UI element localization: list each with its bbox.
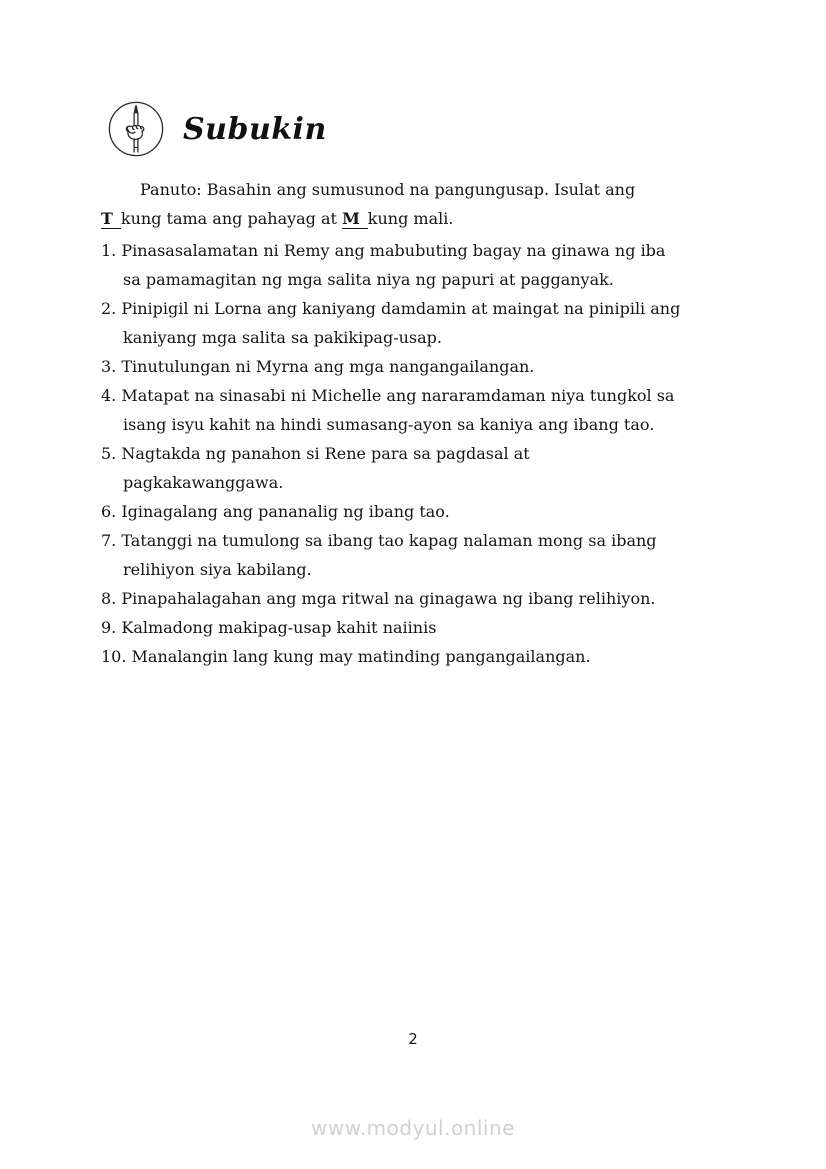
question-text: Kalmadong makipag-usap kahit naiinis <box>121 618 437 637</box>
question-number: 10. <box>101 647 127 666</box>
question-text: Tatanggi na tumulong sa ibang tao kapag nalaman mong sa ibang relihiyon siya kabilang. <box>121 531 657 579</box>
question-number: 1. <box>101 241 117 260</box>
question-item-2 <box>101 294 681 352</box>
question-item-5 <box>101 439 681 497</box>
hand-holding-pencil-icon <box>107 100 165 158</box>
instructions <box>101 175 681 233</box>
question-text: Pinasasalamatan ni Remy ang mabubuting bagay na ginawa ng iba sa pamamagitan ng mga salita niya ng papuri at pagganyak. <box>121 241 666 289</box>
question-item-1 <box>101 236 681 294</box>
question-item-9 <box>101 613 681 642</box>
question-number: 3. <box>101 357 117 376</box>
question-text: Pinapahalagahan ang mga ritwal na ginagawa ng ibang relihiyon. <box>121 589 656 608</box>
question-list <box>101 236 681 671</box>
question-text: Tinutulungan ni Myrna ang mga nangangailangan. <box>121 357 535 376</box>
instructions-middle: kung tama ang pahayag at <box>120 209 337 228</box>
question-number: 4. <box>101 386 117 405</box>
question-item-7 <box>101 526 681 584</box>
question-text: Pinipigil ni Lorna ang kaniyang damdamin at maingat na pinipili ang kaniyang mga salita sa pakikipag-usap. <box>121 299 681 347</box>
page-number: 2 <box>408 1030 418 1048</box>
question-text: Manalangin lang kung may matinding pangangailangan. <box>131 647 591 666</box>
question-number: 8. <box>101 589 117 608</box>
question-number: 2. <box>101 299 117 318</box>
instructions-prefix: Panuto: Basahin ang sumusunod na pangungusap. Isulat ang <box>140 180 636 199</box>
page-content <box>101 100 681 671</box>
question-number: 7. <box>101 531 117 550</box>
question-number: 5. <box>101 444 117 463</box>
question-number: 6. <box>101 502 117 521</box>
question-item-4 <box>101 381 681 439</box>
question-text: Iginagalang ang pananalig ng ibang tao. <box>121 502 450 521</box>
instructions-suffix: kung mali. <box>367 209 454 228</box>
false-marker: M <box>342 209 368 229</box>
question-item-8 <box>101 584 681 613</box>
section-title: Subukin <box>183 111 327 147</box>
question-item-3 <box>101 352 681 381</box>
question-text: Matapat na sinasabi ni Michelle ang nararamdaman niya tungkol sa isang isyu kahit na hindi sumasang-ayon sa kaniya ang ibang tao. <box>121 386 675 434</box>
question-item-10 <box>101 642 681 671</box>
question-text: Nagtakda ng panahon si Rene para sa pagdasal at pagkakawanggawa. <box>121 444 530 492</box>
watermark: www.modyul.online <box>311 1116 515 1140</box>
true-marker: T <box>101 209 121 229</box>
section-header <box>107 100 681 158</box>
question-number: 9. <box>101 618 117 637</box>
question-item-6 <box>101 497 681 526</box>
